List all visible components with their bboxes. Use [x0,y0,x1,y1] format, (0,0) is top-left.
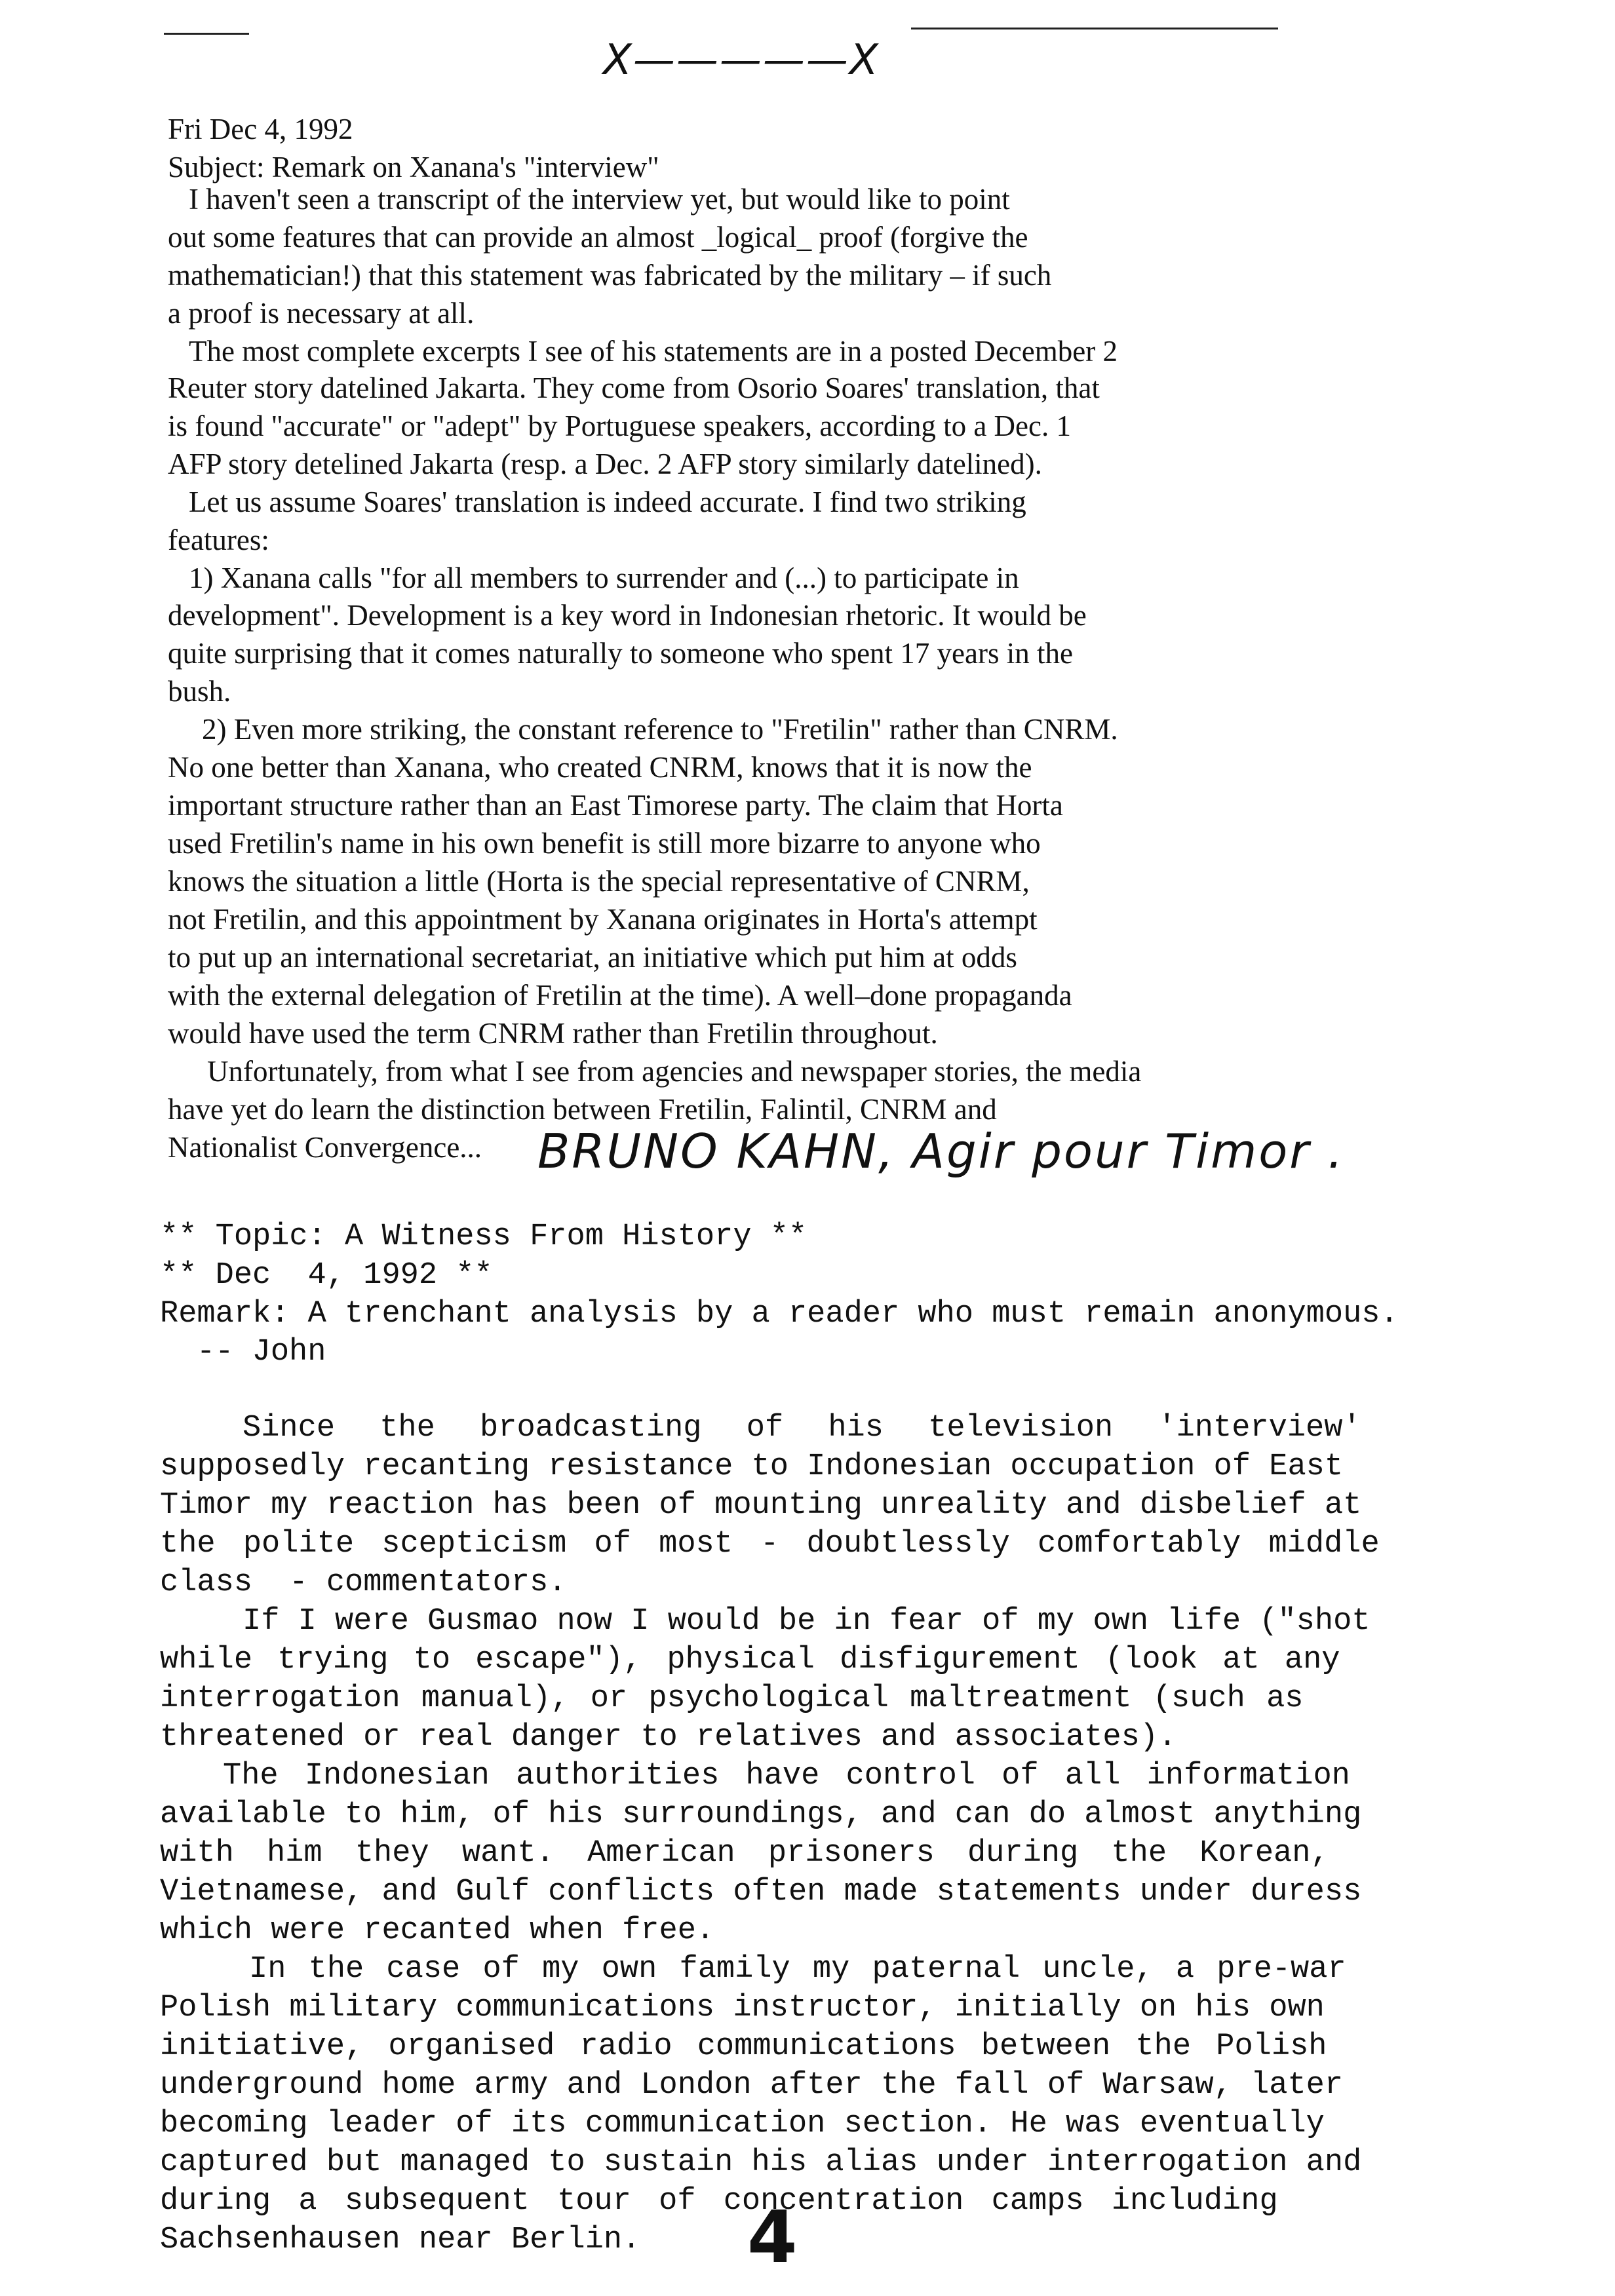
article-line: Vietnamese, and Gulf conflicts often made statements under duress [160,1875,1362,1909]
letter-line: features: [168,524,269,556]
letter-line: Let us assume Soares' translation is indeed accurate. I find two striking [189,486,1026,518]
letter-line: to put up an international secretariat, an initiative which put him at odds [168,941,1017,974]
article-line: which were recanted when free. [160,1913,715,1948]
article-line: initiative, organised radio communications between the Polish [160,2029,1327,2064]
letter-line: not Fretilin, and this appointment by Xanana originates in Horta's attempt [168,903,1038,936]
article-line: while trying to escape"), physical disfigurement (look at any [160,1643,1340,1677]
letter-line: Reuter story datelined Jakarta. They come from Osorio Soares' translation, that [168,372,1100,404]
letter-line: with the external delegation of Fretilin at the time). A well–done propaganda [168,979,1072,1012]
letter-line: is found "accurate" or "adept" by Portuguese speakers, according to a Dec. 1 [168,410,1071,442]
letter-line: Unfortunately, from what I see from agencies and newspaper stories, the media [207,1055,1142,1088]
article-line: captured but managed to sustain his alias under interrogation and [160,2145,1362,2180]
article-line: becoming leader of its communication section. He was eventually [160,2107,1325,2141]
letter-line: a proof is necessary at all. [168,297,475,330]
article-date: ** Dec 4, 1992 ** [160,1258,493,1293]
article-line: The Indonesian authorities have control of all information [223,1759,1350,1793]
article-line: Polish military communications instructor, initially on his own [160,1991,1325,2025]
article-topic: ** Topic: A Witness From History ** [160,1219,808,1254]
letter-line: important structure rather than an East Timorese party. The claim that Horta [168,789,1063,822]
article-line: available to him, of his surroundings, and can do almost anything [160,1797,1362,1832]
top-rule-left [164,33,249,35]
article-line: Timor my reaction has been of mounting unreality and disbelief at [160,1488,1362,1523]
handwritten-signature: BRUNO KAHN, Agir pour Timor . [537,1124,1345,1179]
letter-line: AFP story detelined Jakarta (resp. a Dec. 2 AFP story similarly datelined). [168,448,1042,480]
article-line: class - commentators. [160,1565,567,1600]
article-line: Since the broadcasting of his television 'interview' [243,1411,1361,1445]
handwritten-top-mark: X—————X [603,36,880,85]
letter-line: 1) Xanana calls "for all members to surrender and (...) to participate in [189,562,1019,594]
article-author: -- John [197,1335,326,1369]
article-remark: Remark: A trenchant analysis by a reader who must remain anonymous. [160,1297,1399,1331]
article-line: supposedly recanting resistance to Indonesian occupation of East [160,1449,1344,1484]
article-line: underground home army and London after the fall of Warsaw, later [160,2068,1344,2103]
article-line: with him they want. American prisoners during the Korean, [160,1836,1329,1871]
article-line: In the case of my own family my paternal uncle, a pre-war [249,1952,1346,1987]
article-line: threatened or real danger to relatives and associates). [160,1720,1177,1755]
letter-line: out some features that can provide an almost _logical_ proof (forgive the [168,221,1028,254]
letter-line: used Fretilin's name in his own benefit is still more bizarre to anyone who [168,827,1041,860]
top-rule-right [911,28,1278,29]
letter-line: have yet do learn the distinction between Fretilin, Falintil, CNRM and [168,1093,997,1126]
letter-line: Nationalist Convergence... [168,1131,482,1164]
letter-line: mathematician!) that this statement was fabricated by the military – if such [168,259,1052,292]
letter-subject: Subject: Remark on Xanana's "interview" [168,151,659,183]
article-line: Sachsenhausen near Berlin. [160,2223,641,2257]
article-line: If I were Gusmao now I would be in fear of my own life ("shot [243,1604,1371,1639]
page-number: 4 [747,2195,798,2279]
letter-line: knows the situation a little (Horta is the special representative of CNRM, [168,865,1030,898]
letter-line: development". Development is a key word in Indonesian rhetoric. It would be [168,599,1087,632]
article-line: interrogation manual), or psychological maltreatment (such as [160,1681,1304,1716]
article-line: the polite scepticism of most - doubtlessly comfortably middle [160,1527,1380,1561]
letter-line: I haven't seen a transcript of the interview yet, but would like to point [189,183,1010,216]
letter-line: would have used the term CNRM rather than Fretilin throughout. [168,1017,938,1050]
letter-line: No one better than Xanana, who created CNRM, knows that it is now the [168,751,1032,784]
letter-line: quite surprising that it comes naturally to someone who spent 17 years in the [168,637,1073,670]
letter-line: 2) Even more striking, the constant reference to "Fretilin" rather than CNRM. [202,713,1118,746]
article-line: during a subsequent tour of concentration camps including [160,2184,1278,2219]
letter-line: bush. [168,675,231,708]
letter-date: Fri Dec 4, 1992 [168,113,353,145]
letter-line: The most complete excerpts I see of his statements are in a posted December 2 [189,335,1118,368]
